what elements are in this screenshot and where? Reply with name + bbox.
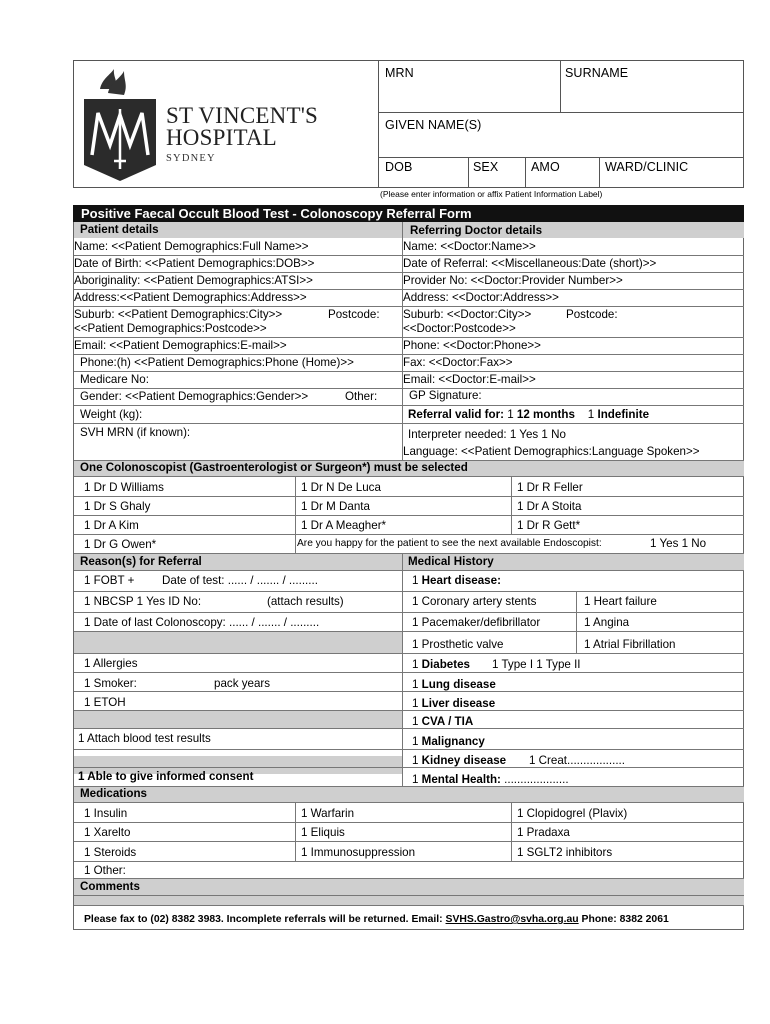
ward-label: WARD/CLINIC — [605, 160, 689, 174]
next-available-question: Are you happy for the patient to see the next available Endoscopist: — [297, 538, 602, 549]
fobt-positive[interactable]: 1 FOBT + — [84, 574, 135, 587]
colonoscopist-option[interactable]: 1 Dr R Gett* — [517, 519, 581, 532]
prosthetic-valve[interactable]: 1 Prosthetic valve — [412, 638, 504, 651]
colonoscopist-option[interactable]: 1 Dr R Feller — [517, 481, 583, 494]
patient-dob[interactable]: Date of Birth: <<Patient Demographics:DOB>> — [74, 257, 315, 270]
coronary-stents[interactable]: 1 Coronary artery stents — [412, 595, 537, 608]
hospital-crest-icon — [80, 69, 160, 181]
diabetes-label: Diabetes — [421, 658, 470, 671]
divider — [74, 476, 744, 477]
informed-consent-label: 1 Able to give informed consent — [78, 770, 254, 783]
cva-tia-label: CVA / TIA — [421, 715, 474, 728]
divider — [511, 476, 512, 534]
divider — [74, 691, 744, 692]
med-other[interactable]: 1 Other: — [84, 864, 126, 877]
divider — [74, 371, 402, 372]
colonoscopist-option[interactable]: 1 Dr D Williams — [84, 481, 164, 494]
language-spoken[interactable]: Language: <<Patient Demographics:Language Spoken>> — [403, 445, 700, 458]
pacemaker[interactable]: 1 Pacemaker/defibrillator — [412, 616, 541, 629]
divider — [74, 822, 744, 823]
divider — [74, 878, 744, 879]
informed-consent[interactable] — [78, 770, 253, 784]
divider — [511, 802, 512, 861]
divider — [402, 371, 744, 372]
mental-health[interactable] — [412, 773, 569, 787]
section-shade — [74, 631, 402, 653]
patient-aboriginality[interactable]: Aboriginality: <<Patient Demographics:ATSI>> — [74, 274, 313, 287]
divider — [402, 306, 744, 307]
med-option[interactable]: 1 Eliquis — [301, 826, 345, 839]
divider — [402, 337, 744, 338]
checkbox[interactable]: 1 — [412, 574, 422, 587]
diabetes[interactable] — [412, 658, 470, 672]
colonoscopist-option[interactable]: 1 Dr A Stoita — [517, 500, 582, 513]
mental-health-label: Mental Health: — [421, 773, 501, 786]
colonoscopist-option[interactable]: 1 Dr G Owen* — [84, 538, 157, 551]
divider — [525, 157, 526, 187]
divider — [74, 272, 402, 273]
divider — [74, 423, 402, 424]
malignancy-label: Malignancy — [421, 735, 485, 748]
section-shade — [74, 878, 744, 895]
malignancy[interactable] — [412, 735, 485, 749]
divider — [599, 157, 600, 187]
divider — [74, 405, 402, 406]
divider — [74, 631, 744, 632]
atrial-fibrillation[interactable]: 1 Atrial Fibrillation — [584, 638, 676, 651]
form-title: Positive Faecal Occult Blood Test - Colonoscopy Referral Form — [73, 205, 744, 222]
divider — [74, 534, 744, 535]
section-shade — [74, 786, 744, 802]
heart-disease[interactable] — [412, 574, 501, 588]
smoker[interactable]: 1 Smoker: — [84, 677, 137, 690]
hospital-name-line1: ST VINCENT'S — [166, 103, 319, 128]
doctor-phone[interactable]: Phone: <<Doctor:Phone>> — [403, 339, 541, 352]
divider — [74, 289, 402, 290]
lung-disease-label: Lung disease — [421, 678, 496, 691]
divider — [74, 905, 744, 906]
divider — [295, 802, 296, 861]
checkbox[interactable]: 1 — [412, 715, 422, 728]
sex-label: SEX — [473, 160, 499, 174]
patient-address[interactable]: Address:<<Patient Demographics:Address>> — [74, 291, 307, 304]
doctor-address[interactable]: Address: <<Doctor:Address>> — [403, 291, 559, 304]
liver-disease[interactable] — [412, 697, 495, 711]
checkbox[interactable]: 1 — [412, 678, 422, 691]
medical-history-header: Medical History — [408, 555, 494, 568]
divider — [379, 112, 743, 113]
med-option[interactable]: 1 SGLT2 inhibitors — [517, 846, 613, 859]
kidney-disease[interactable] — [412, 754, 506, 768]
colonoscopist-option[interactable]: 1 Dr S Ghaly — [84, 500, 151, 513]
liver-disease-label: Liver disease — [421, 697, 496, 710]
divider — [74, 710, 744, 711]
divider — [74, 802, 744, 803]
divider — [379, 157, 743, 158]
colonoscopist-option[interactable]: 1 Dr A Kim — [84, 519, 139, 532]
divider — [402, 255, 744, 256]
patient-label-area[interactable] — [378, 61, 743, 187]
creatinine[interactable]: 1 Creat.................. — [529, 754, 625, 767]
med-option[interactable]: 1 Clopidogrel (Plavix) — [517, 807, 628, 820]
footer-text: Please fax to (02) 8382 3983. Incomplete referrals will be returned. Email: — [84, 914, 446, 925]
dob-label: DOB — [385, 160, 413, 174]
divider — [74, 337, 402, 338]
interpreter-needed[interactable]: Interpreter needed: 1 Yes 1 No — [408, 428, 566, 441]
divider — [74, 895, 744, 896]
diabetes-type[interactable]: 1 Type I 1 Type II — [492, 658, 581, 671]
lung-disease[interactable] — [412, 678, 496, 692]
cva-tia[interactable] — [412, 715, 473, 729]
provider-no[interactable]: Provider No: <<Doctor:Provider Number>> — [403, 274, 623, 287]
patient-details-header: Patient details — [80, 223, 159, 236]
divider — [402, 423, 744, 424]
divider — [74, 306, 402, 307]
given-names-label: GIVEN NAME(S) — [385, 118, 482, 132]
med-option[interactable]: 1 Pradaxa — [517, 826, 570, 839]
divider — [74, 786, 744, 787]
footer-phone: Phone: 8382 2061 — [578, 914, 669, 925]
checkbox-indefinite[interactable]: 1 — [587, 408, 595, 421]
patient-postcode[interactable]: <<Patient Demographics:Postcode>> — [74, 322, 267, 335]
checkbox[interactable]: 1 — [412, 735, 422, 748]
referral-date[interactable]: Date of Referral: <<Miscellaneous:Date (short)>> — [403, 257, 657, 270]
heart-failure[interactable]: 1 Heart failure — [584, 595, 657, 608]
kidney-disease-label: Kidney disease — [421, 754, 507, 767]
divider — [74, 570, 744, 571]
pack-years[interactable]: pack years — [214, 677, 271, 690]
patient-label-header — [73, 60, 744, 188]
hospital-logo — [74, 61, 378, 187]
patient-email[interactable]: Email: <<Patient Demographics:E-mail>> — [74, 339, 287, 352]
attach-blood-tests[interactable]: 1 Attach blood test results — [78, 732, 211, 745]
section-shade — [74, 710, 402, 728]
comments-header: Comments — [80, 880, 140, 893]
nbcsp[interactable]: 1 NBCSP 1 Yes ID No: — [84, 595, 202, 608]
patient-postcode-label: Postcode: — [328, 308, 380, 321]
svh-mrn[interactable]: SVH MRN (if known): — [80, 426, 191, 439]
weight[interactable]: Weight (kg): — [80, 408, 143, 421]
mrn-label: MRN — [385, 66, 414, 80]
divider — [402, 289, 744, 290]
option-indefinite: Indefinite — [597, 408, 650, 421]
next-available-answer[interactable]: 1 Yes 1 No — [650, 537, 707, 550]
comments-area[interactable] — [74, 895, 744, 905]
checkbox[interactable]: 1 — [412, 754, 422, 767]
divider — [74, 354, 402, 355]
angina[interactable]: 1 Angina — [584, 616, 630, 629]
divider — [74, 728, 744, 729]
footer-email-link[interactable]: SVHS.Gastro@svha.org.au — [445, 914, 579, 925]
hospital-name-line2: HOSPITAL — [166, 125, 277, 150]
divider — [74, 591, 744, 592]
doctor-details-header: Referring Doctor details — [410, 224, 543, 237]
divider — [74, 749, 744, 750]
patient-gender[interactable]: Gender: <<Patient Demographics:Gender>> — [80, 390, 309, 403]
footer-contact — [84, 914, 669, 925]
fobt-date[interactable]: Date of test: ...... / ....... / ......... — [162, 574, 318, 587]
divider — [560, 61, 561, 112]
doctor-postcode-label: Postcode: — [566, 308, 618, 321]
doctor-suburb[interactable]: Suburb: <<Doctor:City>> — [403, 308, 532, 321]
colonoscopist-header: One Colonoscopist (Gastroenterologist or Surgeon*) must be selected — [80, 461, 468, 474]
referral-form — [73, 222, 744, 930]
colonoscopist-option[interactable]: 1 Dr M Danta — [301, 500, 370, 513]
checkbox[interactable]: 1 — [412, 773, 422, 786]
referral-valid-for[interactable] — [408, 408, 649, 422]
med-option[interactable]: 1 Insulin — [84, 807, 128, 820]
gender-other[interactable]: Other: — [345, 390, 378, 403]
divider — [74, 388, 402, 389]
attach-results-note: (attach results) — [267, 595, 344, 608]
medications-header: Medications — [80, 787, 147, 800]
med-option[interactable]: 1 Xarelto — [84, 826, 131, 839]
doctor-fax[interactable]: Fax: <<Doctor:Fax>> — [403, 356, 513, 369]
divider — [468, 157, 469, 187]
referral-valid-label: Referral valid for: — [408, 408, 504, 421]
divider — [74, 672, 744, 673]
amo-label: AMO — [531, 160, 560, 174]
colonoscopist-option[interactable]: 1 Dr N De Luca — [301, 481, 381, 494]
label-note: (Please enter information or affix Patient Information Label) — [380, 189, 603, 199]
divider — [74, 515, 744, 516]
divider — [74, 255, 402, 256]
divider — [74, 861, 744, 862]
divider — [576, 591, 577, 653]
divider — [74, 767, 744, 768]
patient-suburb[interactable]: Suburb: <<Patient Demographics:City>> — [74, 308, 283, 321]
doctor-name[interactable]: Name: <<Doctor:Name>> — [403, 240, 536, 253]
checkbox[interactable]: 1 — [412, 658, 422, 671]
gp-signature[interactable]: GP Signature: — [409, 389, 482, 402]
hospital-city: SYDNEY — [166, 153, 216, 164]
heart-disease-label: Heart disease: — [421, 574, 501, 587]
checkbox[interactable]: 1 — [412, 697, 422, 710]
etoh[interactable]: 1 ETOH — [84, 696, 126, 709]
option-12-months: 12 months — [516, 408, 575, 421]
divider — [402, 405, 744, 406]
med-option[interactable]: 1 Steroids — [84, 846, 137, 859]
divider — [402, 272, 744, 273]
medicare-no[interactable]: Medicare No: — [80, 373, 149, 386]
divider — [74, 496, 744, 497]
divider — [74, 653, 744, 654]
divider — [74, 612, 744, 613]
divider — [402, 354, 744, 355]
divider — [74, 553, 744, 554]
patient-name[interactable]: Name: <<Patient Demographics:Full Name>> — [74, 240, 309, 253]
doctor-postcode[interactable]: <<Doctor:Postcode>> — [403, 322, 516, 335]
surname-label: SURNAME — [565, 66, 629, 80]
divider — [74, 841, 744, 842]
med-option[interactable]: 1 Warfarin — [301, 807, 355, 820]
doctor-email[interactable]: Email: <<Doctor:E-mail>> — [403, 373, 536, 386]
med-option[interactable]: 1 Immunosuppression — [301, 846, 416, 859]
divider — [402, 553, 403, 786]
last-colonoscopy-date[interactable]: 1 Date of last Colonoscopy: ...... / ....... / ......... — [84, 616, 320, 629]
mental-health-value: .................... — [504, 773, 569, 786]
allergies[interactable]: 1 Allergies — [84, 657, 138, 670]
patient-phone[interactable]: Phone:(h) <<Patient Demographics:Phone (Home)>> — [80, 356, 354, 369]
hospital-name — [166, 105, 318, 149]
reasons-header: Reason(s) for Referral — [80, 555, 202, 568]
colonoscopist-option[interactable]: 1 Dr A Meagher* — [301, 519, 387, 532]
checkbox-12-months[interactable]: 1 — [507, 408, 514, 421]
